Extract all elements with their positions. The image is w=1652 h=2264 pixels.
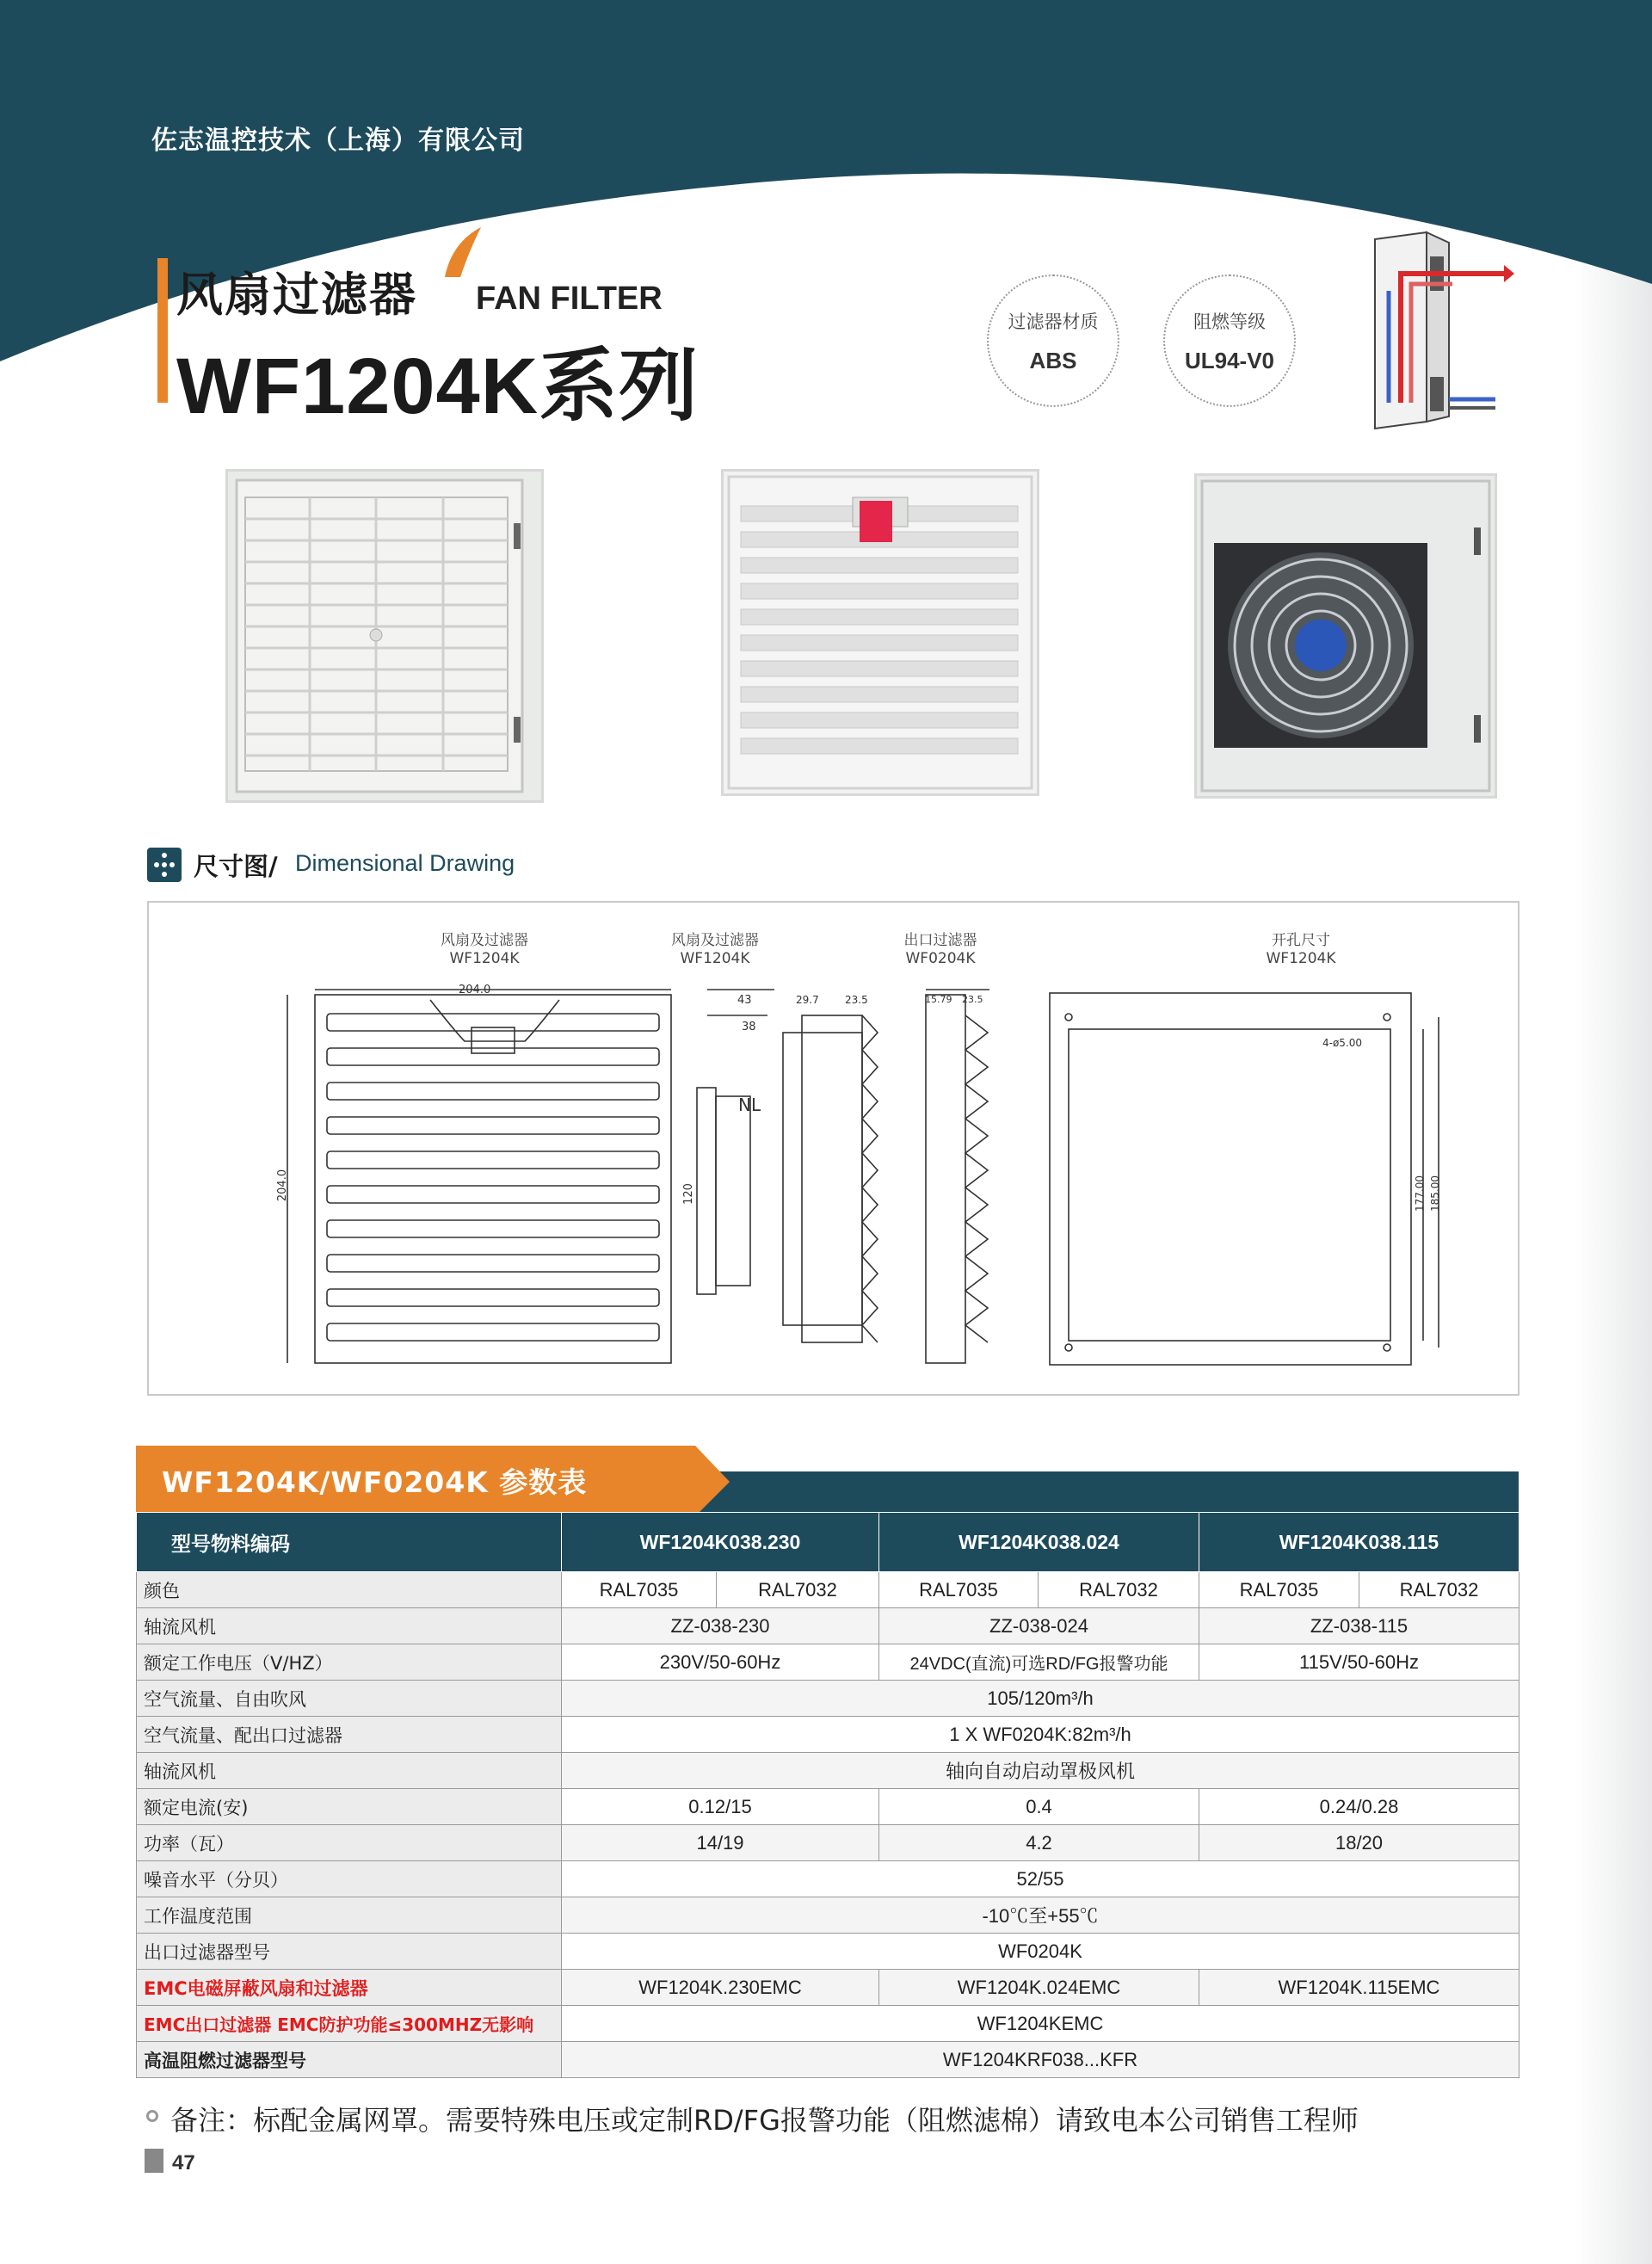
view-name: 开孔尺寸: [1272, 932, 1330, 949]
header-col-230: WF1204K038.230: [562, 1513, 879, 1572]
view-label-outlet: [854, 932, 1026, 968]
dim-nl: NL: [738, 1095, 761, 1115]
view-model: WF1204K: [449, 950, 520, 967]
table-row: [137, 1861, 1519, 1897]
row-label: 轴流风机: [137, 1753, 562, 1789]
cell: RAL7035: [879, 1572, 1039, 1608]
dim-hole: 4-ø5.00: [1322, 1037, 1363, 1049]
row-label: 颜色: [137, 1572, 562, 1608]
dim-38: 38: [742, 1021, 756, 1033]
table-row: [137, 1970, 1519, 2006]
material-badge: [987, 275, 1119, 407]
flame-rating-label: 阻燃等级: [1193, 311, 1266, 332]
cell: -10℃至+55℃: [562, 1897, 1519, 1934]
row-label: 额定工作电压（V/HZ）: [137, 1644, 562, 1681]
drawing-section-title-en: Dimensional Drawing: [295, 850, 515, 876]
header-model-code: 型号物料编码: [137, 1513, 562, 1572]
title-en: FAN FILTER: [476, 281, 663, 317]
material-value: ABS: [1029, 347, 1077, 373]
row-label: 工作温度范围: [137, 1897, 562, 1934]
dim-185: 185.00: [1429, 1175, 1441, 1212]
cabinet-airflow-illustration: [1366, 231, 1514, 430]
table-title: WF1204K/WF0204K 参数表: [162, 1465, 588, 1499]
table-row: [137, 1717, 1519, 1753]
table-row: [137, 1572, 1519, 1608]
table-row: [137, 1681, 1519, 1717]
table-row: [137, 2006, 1519, 2042]
technical-drawing: [275, 981, 1454, 1377]
cell: 轴向自动启动罩极风机: [562, 1753, 1519, 1789]
title-cn: 风扇过滤器: [176, 268, 417, 322]
dim-15-79: 15.79: [925, 994, 952, 1005]
table-row: [137, 1825, 1519, 1861]
flame-rating-badge: [1163, 275, 1296, 407]
dim-front-height: 204.0: [276, 1169, 290, 1202]
view-name: 风扇及过滤器: [441, 932, 528, 949]
product-photo-filter: [225, 469, 544, 803]
table-row: [137, 1897, 1519, 1934]
footnote: 备注：标配金属网罩。需要特殊电压或定制RD/FG报警功能（阻燃滤棉）请致电本公司销售工程师: [170, 2104, 1359, 2137]
product-photo-fan: [1194, 473, 1497, 799]
dim-23-5: 23.5: [845, 994, 868, 1006]
page-edge-shade: [1575, 258, 1652, 2264]
row-label-emc-outlet: EMC出口过滤器 EMC防护功能≤300MHZ无影响: [137, 2006, 562, 2042]
cell: RAL7032: [1359, 1572, 1519, 1608]
view-name: 出口过滤器: [903, 932, 977, 949]
table-header-row: [137, 1513, 1519, 1572]
cell: WF1204K.024EMC: [879, 1970, 1199, 2006]
cell: 230V/50-60Hz: [562, 1644, 879, 1681]
product-photo-outlet-filter: [721, 469, 1039, 796]
cell: 52/55: [562, 1861, 1519, 1897]
row-label: 噪音水平（分贝）: [137, 1861, 562, 1897]
note-bullet-icon: [146, 2110, 158, 2122]
cell: 4.2: [879, 1825, 1199, 1861]
dim-out-23-5: 23.5: [962, 994, 983, 1005]
row-label: 空气流量、配出口过滤器: [137, 1717, 562, 1753]
dim-43: 43: [737, 994, 752, 1007]
title-accent-bar: [157, 258, 168, 403]
drawing-section-title: 尺寸图/: [194, 852, 278, 881]
cell: WF1204KRF038...KFR: [562, 2042, 1519, 2078]
cell: ZZ-038-024: [879, 1608, 1199, 1644]
page-mark-icon: [145, 2149, 163, 2173]
row-label: 空气流量、自由吹风: [137, 1681, 562, 1717]
cell: RAL7035: [562, 1572, 717, 1608]
row-label: 功率（瓦）: [137, 1825, 562, 1861]
spec-table: [136, 1512, 1519, 2078]
cell: WF1204K.230EMC: [562, 1970, 879, 2006]
view-label-cutout: [1215, 932, 1387, 968]
company-name: 佐志温控技术（上海）有限公司: [151, 126, 525, 156]
cell: RAL7032: [717, 1572, 879, 1608]
cell: 24VDC(直流)可选RD/FG报警功能: [879, 1644, 1199, 1681]
table-row: [137, 2042, 1519, 2078]
row-label: 出口过滤器型号: [137, 1934, 562, 1970]
table-row: [137, 1644, 1519, 1681]
table-row: [137, 1789, 1519, 1825]
cell: 0.4: [879, 1789, 1199, 1825]
material-label: 过滤器材质: [1008, 311, 1099, 332]
cell: RAL7035: [1199, 1572, 1359, 1608]
view-model: WF1204K: [1266, 950, 1336, 967]
dim-29-7: 29.7: [796, 994, 819, 1006]
cell: 1 X WF0204K:82m³/h: [562, 1717, 1519, 1753]
table-row: [137, 1608, 1519, 1644]
row-label: 轴流风机: [137, 1608, 562, 1644]
dim-177: 177.00: [1414, 1175, 1426, 1212]
row-label: 额定电流(安): [137, 1789, 562, 1825]
dim-front-width: 204.0: [459, 984, 491, 996]
cell: WF0204K: [562, 1934, 1519, 1970]
series-title: WF1204K系列: [176, 342, 700, 430]
cell: WF1204KEMC: [562, 2006, 1519, 2042]
header-col-024: WF1204K038.024: [879, 1513, 1199, 1572]
table-row: [137, 1934, 1519, 1970]
table-row: [137, 1753, 1519, 1789]
header-col-115: WF1204K038.115: [1199, 1513, 1519, 1572]
cell: 105/120m³/h: [562, 1681, 1519, 1717]
cell: WF1204K.115EMC: [1199, 1970, 1519, 2006]
view-model: WF0204K: [905, 950, 976, 967]
flame-rating-value: UL94-V0: [1184, 347, 1275, 373]
orange-swoosh-icon: [443, 225, 482, 279]
row-label-emc: EMC电磁屏蔽风扇和过滤器: [137, 1970, 562, 2006]
row-label-flame: 高温阻燃过滤器型号: [137, 2042, 562, 2078]
cell: ZZ-038-230: [562, 1608, 879, 1644]
cell: 14/19: [562, 1825, 879, 1861]
view-label-front: [398, 932, 570, 968]
cell: 0.24/0.28: [1199, 1789, 1519, 1825]
cell: RAL7032: [1039, 1572, 1199, 1608]
view-name: 风扇及过滤器: [671, 932, 759, 949]
cell: 0.12/15: [562, 1789, 879, 1825]
dim-120: 120: [681, 1183, 695, 1205]
cell: 18/20: [1199, 1825, 1519, 1861]
view-label-side: [629, 932, 801, 968]
view-model: WF1204K: [680, 950, 750, 967]
section-icon: [147, 848, 182, 882]
cell: 115V/50-60Hz: [1199, 1644, 1519, 1681]
page-number: 47: [172, 2151, 195, 2175]
cell: ZZ-038-115: [1199, 1608, 1519, 1644]
